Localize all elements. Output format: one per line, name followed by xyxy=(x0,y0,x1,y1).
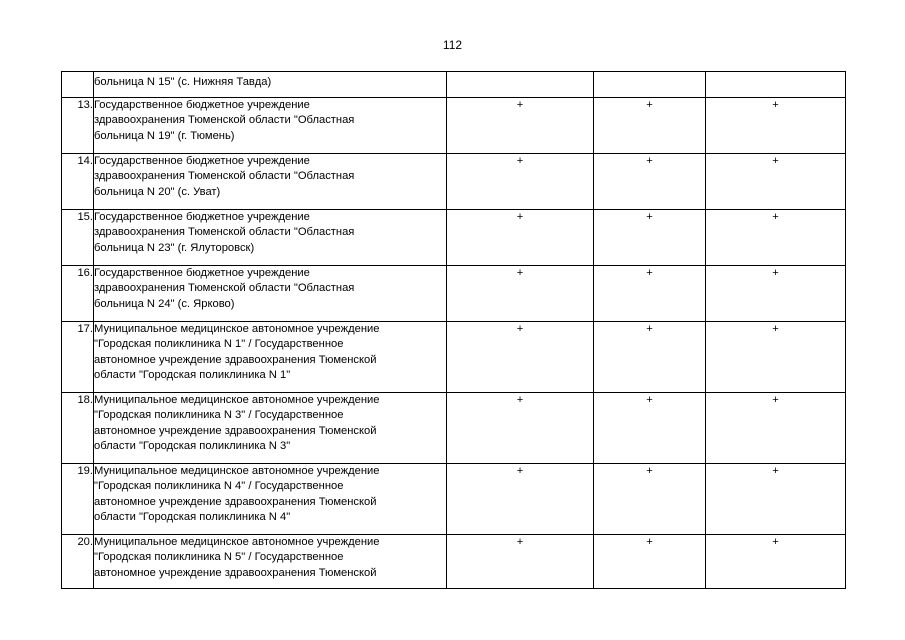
mark-cell: + xyxy=(447,393,594,464)
institution-name-line: больница N 24" (с. Ярково) xyxy=(94,297,235,310)
mark-cell: + xyxy=(706,535,846,589)
institution-name-line: здравоохранения Тюменской области "Областная xyxy=(94,170,355,183)
table-row xyxy=(62,98,846,154)
mark-cell: + xyxy=(706,98,846,154)
institution-name-line: здравоохранения Тюменской области "Областная xyxy=(94,114,355,127)
mark-cell xyxy=(706,72,846,98)
institution-name-line: больница N 20" (с. Уват) xyxy=(94,185,221,198)
institution-name xyxy=(94,210,447,266)
mark-cell: + xyxy=(447,464,594,535)
row-number xyxy=(62,72,94,98)
mark-cell: + xyxy=(447,210,594,266)
mark-cell: + xyxy=(594,98,706,154)
institution-name-line: автономное учреждение здравоохранения Тюменской xyxy=(94,353,377,366)
table-row xyxy=(62,393,846,464)
institution-name-line: Муниципальное медицинское автономное учреждение xyxy=(94,536,380,548)
mark-cell: + xyxy=(706,322,846,393)
mark-cell: + xyxy=(594,154,706,210)
institution-name-line: Государственное бюджетное учреждение xyxy=(94,211,310,223)
mark-cell: + xyxy=(594,266,706,322)
institution-name-line: "Городская поликлиника N 1" / Государственное xyxy=(94,338,344,351)
institution-name-line: Государственное бюджетное учреждение xyxy=(94,155,310,167)
page-number: 112 xyxy=(442,38,463,52)
row-number: 13. xyxy=(62,98,94,154)
row-number: 20. xyxy=(62,535,94,589)
mark-cell: + xyxy=(594,322,706,393)
mark-cell: + xyxy=(706,154,846,210)
institution-name xyxy=(94,464,447,535)
table-row xyxy=(62,210,846,266)
mark-cell: + xyxy=(706,393,846,464)
mark-cell: + xyxy=(594,535,706,589)
mark-cell: + xyxy=(706,464,846,535)
institution-name-line: Государственное бюджетное учреждение xyxy=(94,99,310,111)
table-row xyxy=(62,72,846,98)
table-row xyxy=(62,322,846,393)
mark-cell xyxy=(594,72,706,98)
institution-name xyxy=(94,154,447,210)
row-number: 14. xyxy=(62,154,94,210)
mark-cell xyxy=(447,72,594,98)
mark-cell: + xyxy=(706,210,846,266)
table-row xyxy=(62,266,846,322)
institution-name-line: здравоохранения Тюменской области "Областная xyxy=(94,282,355,295)
table-body xyxy=(62,72,846,589)
institution-name-line: области "Городская поликлиника N 4" xyxy=(94,511,291,524)
institution-name xyxy=(94,266,447,322)
institution-name-line: "Городская поликлиника N 3" / Государственное xyxy=(94,409,344,422)
row-number: 19. xyxy=(62,464,94,535)
mark-cell: + xyxy=(594,393,706,464)
institution-name-line: здравоохранения Тюменской области "Областная xyxy=(94,226,355,239)
institution-name-line: автономное учреждение здравоохранения Тюменской xyxy=(94,566,377,579)
institution-name xyxy=(94,393,447,464)
institution-name xyxy=(94,72,447,98)
institution-name-line: "Городская поликлиника N 5" / Государственное xyxy=(94,551,344,564)
institution-name xyxy=(94,322,447,393)
row-number: 16. xyxy=(62,266,94,322)
institution-name-line: больница N 19" (г. Тюмень) xyxy=(94,129,235,142)
row-number: 15. xyxy=(62,210,94,266)
institution-name-line: автономное учреждение здравоохранения Тюменской xyxy=(94,424,377,437)
mark-cell: + xyxy=(447,322,594,393)
institution-name-line: больница N 15" (с. Нижняя Тавда) xyxy=(94,76,272,88)
mark-cell: + xyxy=(594,210,706,266)
table-row xyxy=(62,154,846,210)
institution-name-line: Государственное бюджетное учреждение xyxy=(94,267,310,279)
mark-cell: + xyxy=(447,266,594,322)
institution-name xyxy=(94,535,447,589)
mark-cell: + xyxy=(706,266,846,322)
institution-name-line: Муниципальное медицинское автономное учреждение xyxy=(94,465,380,477)
institution-name-line: области "Городская поликлиника N 1" xyxy=(94,369,291,382)
mark-cell: + xyxy=(594,464,706,535)
row-number: 18. xyxy=(62,393,94,464)
institution-name-line: "Городская поликлиника N 4" / Государственное xyxy=(94,480,344,493)
mark-cell: + xyxy=(447,154,594,210)
mark-cell: + xyxy=(447,98,594,154)
institution-name-line: Муниципальное медицинское автономное учреждение xyxy=(94,323,380,335)
institution-name xyxy=(94,98,447,154)
institution-name-line: Муниципальное медицинское автономное учреждение xyxy=(94,394,380,406)
table-row xyxy=(62,464,846,535)
institution-name-line: больница N 23" (г. Ялуторовск) xyxy=(94,241,255,254)
table-row xyxy=(62,535,846,589)
institution-name-line: области "Городская поликлиника N 3" xyxy=(94,440,291,453)
row-number: 17. xyxy=(62,322,94,393)
mark-cell: + xyxy=(447,535,594,589)
institution-name-line: автономное учреждение здравоохранения Тюменской xyxy=(94,495,377,508)
institutions-table xyxy=(61,71,846,589)
